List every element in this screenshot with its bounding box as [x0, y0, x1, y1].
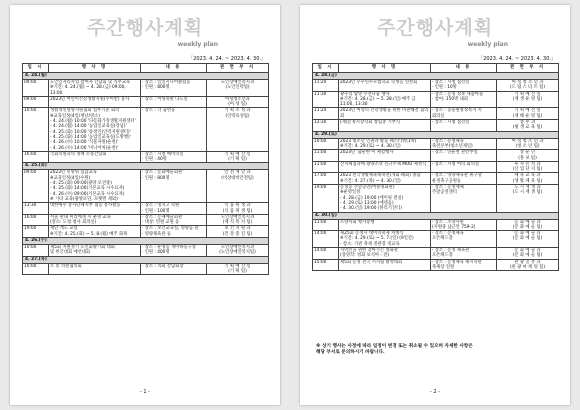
- table-row: [313, 80, 559, 92]
- department: 문 화 예 술 과 (문 화 예 술 팀): [497, 231, 559, 248]
- table-row: [23, 96, 269, 108]
- header-dept: 관 련 부 서: [207, 64, 269, 73]
- event-time: 10:00: [23, 263, 49, 275]
- event-details: · 장소 : 문정 정보 새솜마을 · 참여: 150명 내외: [431, 91, 497, 108]
- department: 관 광 진 흥 과 (관 광 마 케 팅 팀): [497, 259, 559, 271]
- event-time: 14:00: [313, 248, 339, 260]
- page-subtitle: weekly plan: [177, 41, 218, 48]
- department: 기 획 예 산 실 (재 생 운 영 팀): [497, 91, 559, 108]
- event-time: 17:00: [313, 173, 339, 185]
- table-row: [313, 248, 559, 260]
- event-name: 2023년 '꿈순한'미 체험행사: [339, 150, 431, 162]
- department: 보 건 지 원 과 (건 강 증 진 팀): [207, 226, 269, 238]
- plan-page-1: [10, 5, 280, 405]
- table-row: [313, 150, 559, 162]
- event-name: 문정동 주말공연(버블영화관) ※운영일정 - 4. 28.(금) 19:00 (에이핑 결실) - 4. 29.(토) 13:00 (에덴음) - 4. 30.(일) 19:00 (블리기진티): [339, 185, 431, 212]
- event-details: · 장소 : 영지고 학원 · 인원 : 100명: [141, 203, 207, 215]
- header-event: 행 사 명: [49, 64, 141, 73]
- day-label: 4. 27.(목): [23, 256, 269, 263]
- header-dept: 관 련 부 서: [497, 64, 559, 73]
- table-row: [313, 161, 559, 173]
- event-name: 제5회 지원정기 노인회활기회 대회 및 한궁대회 예선대회: [49, 245, 141, 257]
- event-time: 09:00: [23, 96, 49, 108]
- plan-page-2: [300, 5, 570, 405]
- department: 노인장애인복지과 (노인장애인복지팀): [207, 245, 269, 257]
- department: 노인장애인복지과 (재 직 복 지 팀): [207, 214, 269, 226]
- department: 기 획 예 산 실 (재 해 운 영 팀): [497, 108, 559, 120]
- event-time: 09:00: [23, 80, 49, 97]
- event-details: · 장소 : 의회 간담회장: [141, 263, 207, 275]
- page-title: 주간행사계획: [376, 17, 494, 39]
- table-row: [23, 80, 269, 97]
- department: 총 무 과 (평 생 교 육 팀): [497, 120, 559, 132]
- day-row: [313, 73, 559, 80]
- department: 여 성 청 소 년 과 (청 소 년 팀): [497, 138, 559, 150]
- event-details: · 장소 : 시청 예비의실 · 인원 : 40명: [141, 151, 207, 163]
- event-time: 15:00: [313, 259, 339, 271]
- day-label: 4. 26.(수): [23, 238, 269, 245]
- header-time: 일 시: [313, 64, 339, 73]
- department: 식 품 위 생 과 (식 품 위 생 팀): [207, 203, 269, 215]
- event-name: 광우리 탐방 우전나눔 행사 ※기간: 4. 28.(금) ~ 5. 28.(일) 매주 금 11:00, 13:30: [339, 91, 431, 108]
- header-content: 내 용: [431, 64, 497, 73]
- event-name: 2023년 우수연수모범학교 학생들 연찬회: [339, 80, 431, 92]
- event-details: · 장소 : 동물원청정복지 서 회의실: [431, 108, 497, 120]
- day-row: [313, 131, 559, 138]
- table-row: [23, 151, 269, 163]
- department: 문 화 예 술 과 (문 화 예 술 팀): [497, 219, 559, 231]
- header-time: 일 시: [23, 64, 49, 73]
- event-details: · 장소 : 문정체육 체시학관 축제장 일원: [431, 259, 497, 271]
- period-label: 「2023. 4. 24. ~ 2023. 4. 30.」: [188, 56, 266, 62]
- day-row: [23, 238, 269, 245]
- event-name: (재)문정시장학회 창립총 기부식: [339, 120, 431, 132]
- event-name: 제25회 문정시 대이학축제 차병식 ※기간: 4. 29.(토) ~ 5. 7.(일) (9일간) - 장소: 기관 축제 전관장 경교육: [339, 231, 431, 248]
- table-row: [23, 108, 269, 151]
- plan-body: [313, 73, 559, 271]
- event-details: · 장소 : 문체예술회관 · 대상: 민원 교원 등: [141, 214, 207, 226]
- event-time: 11:20: [313, 80, 339, 92]
- event-name: 국회의원과의 정책 소통간담회: [49, 151, 141, 163]
- event-name: 서울 관내 미리에게 시 운영 교육 (장소: 도청 청사 회의실): [49, 214, 141, 226]
- table-row: [313, 138, 559, 150]
- event-details: · 장소 : 문정체육 오픈페드장: [431, 231, 497, 248]
- event-name: 2023년 어린이건강생활지원(수어반) 봉사: [49, 96, 141, 108]
- table-row: [313, 91, 559, 108]
- department: 문 화 예 술 과 (문 화 예 술 팀): [497, 248, 559, 260]
- event-name: 노인일자리사업 참여자 간담회 및 직무교육 ※기간: 4. 24.(월) ~ 4. 28.(금) 09:00, 13:00: [49, 80, 141, 97]
- event-details: · 장소 : 보건교육실, 영양음 관 · 영양체육관 등: [141, 226, 207, 238]
- event-name: 제5회 문정 전국 시지림 활영대회: [339, 259, 431, 271]
- event-name: 소 통 의원협의회: [49, 263, 141, 275]
- event-time: 16:00: [23, 214, 49, 226]
- header-event: 행 사 명: [339, 64, 431, 73]
- event-time: 19:00: [23, 226, 49, 238]
- event-time: 11:30: [313, 91, 339, 108]
- department: 여 성 청 소 년 과 (드 림 스 타 트 팀): [497, 80, 559, 92]
- day-label: 4. 25.(화): [23, 163, 269, 170]
- event-name: 대한예수 봉사단체지부 협동 봉사활동: [49, 203, 141, 215]
- department: 기 획 예 산 실 (기 획 팀): [207, 263, 269, 275]
- department: 체 육 교 육 과 (생 활 체 육 팀): [497, 173, 559, 185]
- department: 노인장애인복지과 (노인인력팀): [207, 80, 269, 97]
- event-name: 산지체험과에 광양소닷 신규주제 MOU 체결식: [339, 161, 431, 173]
- department: 기 획 예 산 실 (기 획 팀): [207, 151, 269, 163]
- event-time: 11:00: [313, 150, 339, 162]
- event-details: · 장소 : 일일시니어클럽등 · 인원 : 800명: [141, 80, 207, 97]
- table-header-row: [313, 64, 559, 73]
- event-name: 생활개선영양지원협회 업무기준 회의 ※교육일정(4일/재난/영소) - 4. 24.(월) 10:00 '다문화가정생활지원센터' - 4. 24.(월) 14:00 '농업인교육실(강남)' - 4. 25.(화) 10:00 '송정인(인력지원센터)' - 4. 25.(화) 14:00 '농업인교육실(도방행)' - 4. 26.(수) 10:00 '식물자원(순천)' - 4. 26.(수) 14:00 '미니어처(순천)': [49, 108, 141, 151]
- event-time: 11:20: [313, 108, 339, 120]
- page-number: - 1 -: [140, 389, 150, 395]
- table-row: [313, 120, 559, 132]
- event-time: 09:00: [23, 170, 49, 203]
- table-row: [23, 226, 269, 238]
- event-time: 10:00: [23, 108, 49, 151]
- event-details: · 장소 : 어성북판 다도실: [141, 96, 207, 108]
- department: 상 순 민 (홍 보 팀): [497, 150, 559, 162]
- event-name: 지역민을 위한 찾아가는 영화관 (상영작: 영화 보석아 : 전): [339, 248, 431, 260]
- event-details: · 장소 : 문정체육 축전본부(청소년제일): [431, 138, 497, 150]
- page-subtitle: weekly plan: [467, 41, 508, 48]
- event-name: 2023 전국생활체육대축전(개회·폐회) 종합 ※기간: 4. 27.(목) ~ 4. 30.(일): [339, 173, 431, 185]
- event-time: 10:00: [313, 138, 339, 150]
- day-label: 4. 30.(일): [313, 212, 559, 219]
- event-details: · 장소 : 시청 접견실 · 인원 : 10명: [431, 80, 497, 92]
- department: 기 획 조 정 과 (인력육성팀): [207, 108, 269, 151]
- event-details: · 장소 : 문화예술회관 · 인원 : 800명: [141, 170, 207, 203]
- event-details: · 장소 : 각 읍면동: [141, 108, 207, 151]
- department: 투 자 유 치 과 (산 업 단 지 팀): [497, 161, 559, 173]
- day-row: [23, 256, 269, 263]
- day-row: [23, 163, 269, 170]
- header-content: 내 용: [141, 64, 207, 73]
- event-details: · 장소 : 문정제체 주말공연센터: [431, 185, 497, 212]
- plan-table: [22, 63, 269, 275]
- table-row: [313, 259, 559, 271]
- event-name: 2023년 여성의 건강생활을 위한 비판해결 협의회: [339, 108, 431, 120]
- table-header-row: [23, 64, 269, 73]
- event-time: 13:30: [313, 120, 339, 132]
- event-details: · 장소 : 시청 접견실: [431, 120, 497, 132]
- event-name: 2023년 민방위 집합교육 ※교육일정(4일/수원) - 4. 25.(화) 09:00(광양 모연중) - 4. 25.(화) 14:00(기본교육 시수료자) - 4. 26.(수) 09:00(기본교육 시수료자) ※ 기타 교육(광양모연, 모랫벌 제외): [49, 170, 141, 203]
- event-time: 13:30: [23, 203, 49, 215]
- event-time: 11:00: [313, 219, 339, 231]
- event-name: 재난 계도 교실 ※기간: 4. 25.(화) ~ 5. 8.(월) 매주 화목: [49, 226, 141, 238]
- event-details: · 장소 : 영양체육관 휴구장 운정축구공원등: [431, 173, 497, 185]
- event-details: · 장소 : 소양사원 (지원중 남근안 759-2): [431, 219, 497, 231]
- event-time: 16:00: [23, 151, 49, 163]
- plan-table: [312, 63, 559, 271]
- event-time: 11:00: [313, 161, 339, 173]
- table-row: [313, 185, 559, 212]
- footnote: ※ 상기 행사는 사정에 따라 일정이 변경 또는 취소될 수 있으며 자세한 사항은 해당 부서로 문의하시기 바랍니다.: [316, 344, 473, 355]
- event-details: · 장소 : 시청 여의 회의실: [431, 161, 497, 173]
- event-time: 14:00: [313, 231, 339, 248]
- event-time: 19:00: [313, 185, 339, 212]
- page-number: - 2 -: [430, 389, 440, 395]
- event-name: 소양사회 행사봉행: [339, 219, 431, 231]
- department: 안 전 재 난 과 (비상대비안전팀): [207, 170, 269, 203]
- table-row: [313, 173, 559, 185]
- event-time: 10:00: [23, 245, 49, 257]
- event-name: 2023 청소년 인권과 활동 페스티벌(1차) ※기간: 4. 29.(토) ~ 4. 30.(일): [339, 138, 431, 150]
- day-label: 4. 28.(금): [313, 73, 559, 80]
- page-title: 주간행사계획: [86, 17, 204, 39]
- table-row: [23, 245, 269, 257]
- event-details: · 장소 : 문정 체육관 오픈페드장: [431, 248, 497, 260]
- day-label: 4. 24.(월): [23, 73, 269, 80]
- day-label: 4. 29.(토): [313, 131, 559, 138]
- event-details: · 장소 : 연운천 관련부설: [431, 150, 497, 162]
- table-row: [23, 263, 269, 275]
- table-row: [313, 231, 559, 248]
- table-row: [313, 219, 559, 231]
- table-row: [23, 170, 269, 203]
- day-row: [23, 73, 269, 80]
- event-details: · 장소 : 운정동 개미하농구장 · 인원 : 400명: [141, 245, 207, 257]
- plan-body: [23, 73, 269, 275]
- department: 여성청소년과 (여 성 팀): [207, 96, 269, 108]
- table-row: [313, 108, 559, 120]
- period-label: 「2023. 4. 24. ~ 2023. 4. 30.」: [478, 56, 556, 62]
- table-row: [23, 203, 269, 215]
- department: 도 시 재 생 과 (도 시 재 생 팀): [497, 185, 559, 212]
- table-row: [23, 214, 269, 226]
- day-row: [313, 212, 559, 219]
